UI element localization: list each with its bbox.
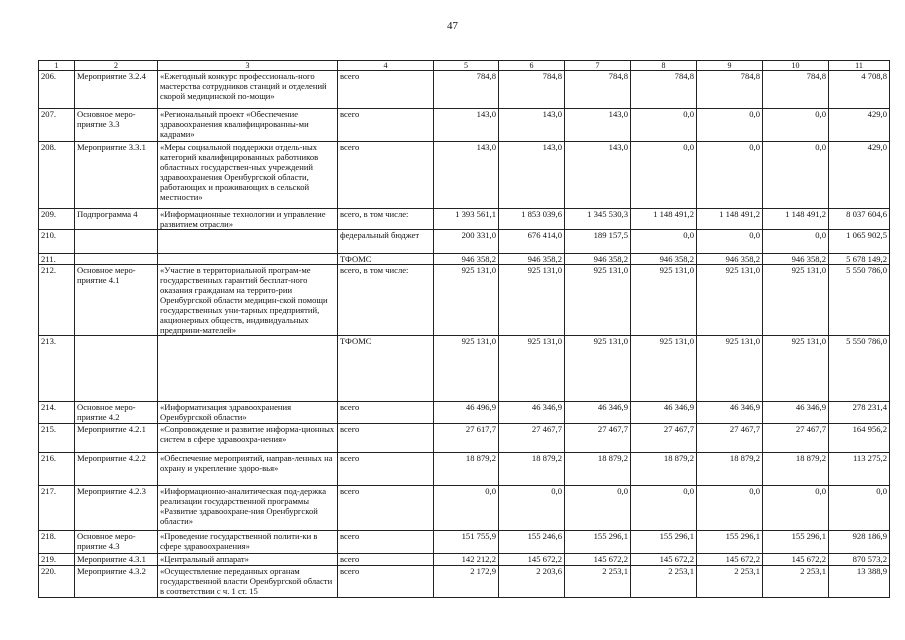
program-type bbox=[75, 254, 158, 265]
amount-cell: 5 678 149,2 bbox=[829, 254, 890, 265]
amount-cell: 1 853 039,6 bbox=[499, 209, 565, 230]
amount-cell: 946 358,2 bbox=[697, 254, 763, 265]
amount-cell: 164 956,2 bbox=[829, 424, 890, 453]
program-name: «Информационно-аналитическая под-держка реализации государственной программы «Развитие здравоохране-ния Оренбургской области» bbox=[158, 486, 338, 531]
program-name: «Региональный проект «Обеспечение здравоохранения квалифицированны-ми кадрами» bbox=[158, 109, 338, 142]
amount-cell: 145 672,2 bbox=[565, 554, 631, 566]
program-name bbox=[158, 230, 338, 254]
amount-cell: 2 253,1 bbox=[763, 566, 829, 598]
amount-cell: 27 467,7 bbox=[499, 424, 565, 453]
amount-cell: 2 172,9 bbox=[434, 566, 499, 598]
amount-cell: 4 708,8 bbox=[829, 71, 890, 109]
amount-cell: 2 203,6 bbox=[499, 566, 565, 598]
program-name: «Центральный аппарат» bbox=[158, 554, 338, 566]
amount-cell: 27 617,7 bbox=[434, 424, 499, 453]
table-row bbox=[39, 71, 890, 109]
amount-cell: 925 131,0 bbox=[565, 265, 631, 336]
amount-cell: 46 346,9 bbox=[565, 402, 631, 424]
amount-cell: 18 879,2 bbox=[434, 453, 499, 486]
amount-cell: 946 358,2 bbox=[631, 254, 697, 265]
row-number: 219. bbox=[39, 554, 75, 566]
table-row bbox=[39, 209, 890, 230]
amount-cell: 5 550 786,0 bbox=[829, 265, 890, 336]
amount-cell: 200 331,0 bbox=[434, 230, 499, 254]
amount-cell: 870 573,2 bbox=[829, 554, 890, 566]
amount-cell: 189 157,5 bbox=[565, 230, 631, 254]
amount-cell: 143,0 bbox=[434, 109, 499, 142]
row-number: 220. bbox=[39, 566, 75, 598]
amount-cell: 27 467,7 bbox=[697, 424, 763, 453]
amount-cell: 429,0 bbox=[829, 109, 890, 142]
amount-cell: 784,8 bbox=[763, 71, 829, 109]
amount-cell: 155 246,6 bbox=[499, 531, 565, 554]
table-row bbox=[39, 424, 890, 453]
program-name: «Проведение государственной полити-ки в сфере здравоохранения» bbox=[158, 531, 338, 554]
amount-cell: 925 131,0 bbox=[499, 265, 565, 336]
table-row bbox=[39, 142, 890, 209]
funding-source: всего bbox=[338, 142, 434, 209]
amount-cell: 946 358,2 bbox=[763, 254, 829, 265]
row-number: 207. bbox=[39, 109, 75, 142]
amount-cell: 1 148 491,2 bbox=[697, 209, 763, 230]
amount-cell: 18 879,2 bbox=[763, 453, 829, 486]
row-number: 218. bbox=[39, 531, 75, 554]
amount-cell: 946 358,2 bbox=[434, 254, 499, 265]
program-type: Мероприятие 3.2.4 bbox=[75, 71, 158, 109]
amount-cell: 18 879,2 bbox=[499, 453, 565, 486]
row-number: 211. bbox=[39, 254, 75, 265]
amount-cell: 145 672,2 bbox=[631, 554, 697, 566]
funding-source: всего bbox=[338, 402, 434, 424]
funding-source: всего bbox=[338, 71, 434, 109]
amount-cell: 46 496,9 bbox=[434, 402, 499, 424]
budget-table bbox=[38, 60, 890, 598]
amount-cell: 0,0 bbox=[829, 486, 890, 531]
column-number: 3 bbox=[158, 61, 338, 71]
amount-cell: 0,0 bbox=[631, 486, 697, 531]
amount-cell: 946 358,2 bbox=[565, 254, 631, 265]
row-number: 217. bbox=[39, 486, 75, 531]
amount-cell: 145 672,2 bbox=[697, 554, 763, 566]
funding-source: всего bbox=[338, 453, 434, 486]
program-type bbox=[75, 230, 158, 254]
amount-cell: 145 672,2 bbox=[763, 554, 829, 566]
amount-cell: 8 037 604,6 bbox=[829, 209, 890, 230]
program-type: Основное меро-приятие 4.1 bbox=[75, 265, 158, 336]
column-number: 10 bbox=[763, 61, 829, 71]
amount-cell: 925 131,0 bbox=[499, 336, 565, 402]
amount-cell: 784,8 bbox=[631, 71, 697, 109]
program-type bbox=[75, 336, 158, 402]
table-row bbox=[39, 109, 890, 142]
column-number: 2 bbox=[75, 61, 158, 71]
program-type: Мероприятие 4.2.2 bbox=[75, 453, 158, 486]
table-row bbox=[39, 486, 890, 531]
amount-cell: 27 467,7 bbox=[565, 424, 631, 453]
amount-cell: 155 296,1 bbox=[631, 531, 697, 554]
column-number: 9 bbox=[697, 61, 763, 71]
amount-cell: 784,8 bbox=[565, 71, 631, 109]
amount-cell: 27 467,7 bbox=[631, 424, 697, 453]
amount-cell: 0,0 bbox=[763, 142, 829, 209]
program-type: Мероприятие 4.3.2 bbox=[75, 566, 158, 598]
funding-source: всего bbox=[338, 566, 434, 598]
funding-source: всего bbox=[338, 486, 434, 531]
amount-cell: 0,0 bbox=[631, 109, 697, 142]
amount-cell: 46 346,9 bbox=[697, 402, 763, 424]
amount-cell: 0,0 bbox=[434, 486, 499, 531]
amount-cell: 155 296,1 bbox=[697, 531, 763, 554]
program-type: Основное меро-приятие 3.3 bbox=[75, 109, 158, 142]
program-name bbox=[158, 254, 338, 265]
amount-cell: 784,8 bbox=[697, 71, 763, 109]
program-type: Мероприятие 3.3.1 bbox=[75, 142, 158, 209]
program-name: «Информационные технологии и управление развитием отрасли» bbox=[158, 209, 338, 230]
row-number: 208. bbox=[39, 142, 75, 209]
amount-cell: 0,0 bbox=[763, 109, 829, 142]
amount-cell: 925 131,0 bbox=[697, 336, 763, 402]
program-name: «Участие в территориальной програм-ме государственных гарантий бесплат-ного оказания гражданам на террито-рии Оренбургской области медицин-ской помощи государственных уни-тарных предприятий, акционерных обществ, индивидуальных предприни-мателей» bbox=[158, 265, 338, 336]
row-number: 206. bbox=[39, 71, 75, 109]
column-number: 1 bbox=[39, 61, 75, 71]
table-row bbox=[39, 336, 890, 402]
table-row bbox=[39, 230, 890, 254]
amount-cell: 278 231,4 bbox=[829, 402, 890, 424]
program-type: Основное меро-приятие 4.3 bbox=[75, 531, 158, 554]
program-name bbox=[158, 336, 338, 402]
amount-cell: 429,0 bbox=[829, 142, 890, 209]
amount-cell: 142 212,2 bbox=[434, 554, 499, 566]
amount-cell: 1 393 561,1 bbox=[434, 209, 499, 230]
program-name: «Сопровождение и развитие информа-ционных систем в сфере здравоохра-нения» bbox=[158, 424, 338, 453]
program-name: «Информатизация здравоохранения Оренбургской области» bbox=[158, 402, 338, 424]
amount-cell: 0,0 bbox=[631, 142, 697, 209]
amount-cell: 1 345 530,3 bbox=[565, 209, 631, 230]
amount-cell: 18 879,2 bbox=[631, 453, 697, 486]
row-number: 216. bbox=[39, 453, 75, 486]
column-number-row bbox=[39, 61, 890, 71]
column-number: 5 bbox=[434, 61, 499, 71]
amount-cell: 27 467,7 bbox=[763, 424, 829, 453]
amount-cell: 928 186,9 bbox=[829, 531, 890, 554]
table-row bbox=[39, 265, 890, 336]
amount-cell: 2 253,1 bbox=[631, 566, 697, 598]
table-row bbox=[39, 554, 890, 566]
table-row bbox=[39, 453, 890, 486]
funding-source: ТФОМС bbox=[338, 254, 434, 265]
amount-cell: 145 672,2 bbox=[499, 554, 565, 566]
amount-cell: 46 346,9 bbox=[763, 402, 829, 424]
funding-source: всего bbox=[338, 531, 434, 554]
amount-cell: 2 253,1 bbox=[697, 566, 763, 598]
amount-cell: 18 879,2 bbox=[697, 453, 763, 486]
funding-source: всего, в том числе: bbox=[338, 265, 434, 336]
amount-cell: 143,0 bbox=[565, 142, 631, 209]
program-name: «Осуществление переданных органам государственной власти Оренбургской области в соответствии с ч. 1 ст. 15 bbox=[158, 566, 338, 598]
column-number: 8 bbox=[631, 61, 697, 71]
column-number: 6 bbox=[499, 61, 565, 71]
row-number: 213. bbox=[39, 336, 75, 402]
program-type: Мероприятие 4.2.3 bbox=[75, 486, 158, 531]
amount-cell: 0,0 bbox=[697, 486, 763, 531]
amount-cell: 925 131,0 bbox=[763, 265, 829, 336]
amount-cell: 46 346,9 bbox=[499, 402, 565, 424]
table-row bbox=[39, 531, 890, 554]
amount-cell: 925 131,0 bbox=[763, 336, 829, 402]
amount-cell: 925 131,0 bbox=[565, 336, 631, 402]
amount-cell: 1 148 491,2 bbox=[631, 209, 697, 230]
amount-cell: 925 131,0 bbox=[631, 265, 697, 336]
amount-cell: 1 065 902,5 bbox=[829, 230, 890, 254]
program-type: Мероприятие 4.3.1 bbox=[75, 554, 158, 566]
amount-cell: 925 131,0 bbox=[434, 265, 499, 336]
amount-cell: 946 358,2 bbox=[499, 254, 565, 265]
funding-source: всего, в том числе: bbox=[338, 209, 434, 230]
amount-cell: 676 414,0 bbox=[499, 230, 565, 254]
funding-source: всего bbox=[338, 109, 434, 142]
amount-cell: 925 131,0 bbox=[631, 336, 697, 402]
program-type: Мероприятие 4.2.1 bbox=[75, 424, 158, 453]
program-name: «Ежегодный конкурс профессиональ-ного мастерства сотрудников станций и отделений скорой медицинской по-мощи» bbox=[158, 71, 338, 109]
amount-cell: 0,0 bbox=[763, 486, 829, 531]
amount-cell: 0,0 bbox=[763, 230, 829, 254]
amount-cell: 46 346,9 bbox=[631, 402, 697, 424]
row-number: 209. bbox=[39, 209, 75, 230]
row-number: 212. bbox=[39, 265, 75, 336]
table-row bbox=[39, 254, 890, 265]
program-type: Основное меро-приятие 4.2 bbox=[75, 402, 158, 424]
row-number: 210. bbox=[39, 230, 75, 254]
amount-cell: 0,0 bbox=[697, 230, 763, 254]
row-number: 215. bbox=[39, 424, 75, 453]
program-type: Подпрограмма 4 bbox=[75, 209, 158, 230]
amount-cell: 143,0 bbox=[434, 142, 499, 209]
amount-cell: 1 148 491,2 bbox=[763, 209, 829, 230]
amount-cell: 0,0 bbox=[565, 486, 631, 531]
amount-cell: 143,0 bbox=[565, 109, 631, 142]
column-number: 4 bbox=[338, 61, 434, 71]
funding-source: ТФОМС bbox=[338, 336, 434, 402]
amount-cell: 925 131,0 bbox=[434, 336, 499, 402]
amount-cell: 155 296,1 bbox=[763, 531, 829, 554]
table-row bbox=[39, 402, 890, 424]
amount-cell: 0,0 bbox=[697, 142, 763, 209]
amount-cell: 143,0 bbox=[499, 109, 565, 142]
amount-cell: 784,8 bbox=[434, 71, 499, 109]
amount-cell: 925 131,0 bbox=[697, 265, 763, 336]
program-name: «Меры социальной поддержки отдель-ных категорий квалифицированных работников областных государствен-ных учреждений здравоохранения Оренбургской области, работающих и проживающих в сельской местности» bbox=[158, 142, 338, 209]
column-number: 7 bbox=[565, 61, 631, 71]
amount-cell: 0,0 bbox=[697, 109, 763, 142]
amount-cell: 2 253,1 bbox=[565, 566, 631, 598]
amount-cell: 18 879,2 bbox=[565, 453, 631, 486]
program-name: «Обеспечение мероприятий, направ-ленных на охрану и укрепление здоро-вья» bbox=[158, 453, 338, 486]
funding-source: всего bbox=[338, 554, 434, 566]
amount-cell: 5 550 786,0 bbox=[829, 336, 890, 402]
amount-cell: 0,0 bbox=[499, 486, 565, 531]
amount-cell: 784,8 bbox=[499, 71, 565, 109]
amount-cell: 113 275,2 bbox=[829, 453, 890, 486]
amount-cell: 151 755,9 bbox=[434, 531, 499, 554]
amount-cell: 13 388,9 bbox=[829, 566, 890, 598]
amount-cell: 143,0 bbox=[499, 142, 565, 209]
table-row bbox=[39, 566, 890, 598]
amount-cell: 155 296,1 bbox=[565, 531, 631, 554]
column-number: 11 bbox=[829, 61, 890, 71]
row-number: 214. bbox=[39, 402, 75, 424]
amount-cell: 0,0 bbox=[631, 230, 697, 254]
funding-source: всего bbox=[338, 424, 434, 453]
page-number: 47 bbox=[447, 20, 458, 32]
funding-source: федеральный бюджет bbox=[338, 230, 434, 254]
